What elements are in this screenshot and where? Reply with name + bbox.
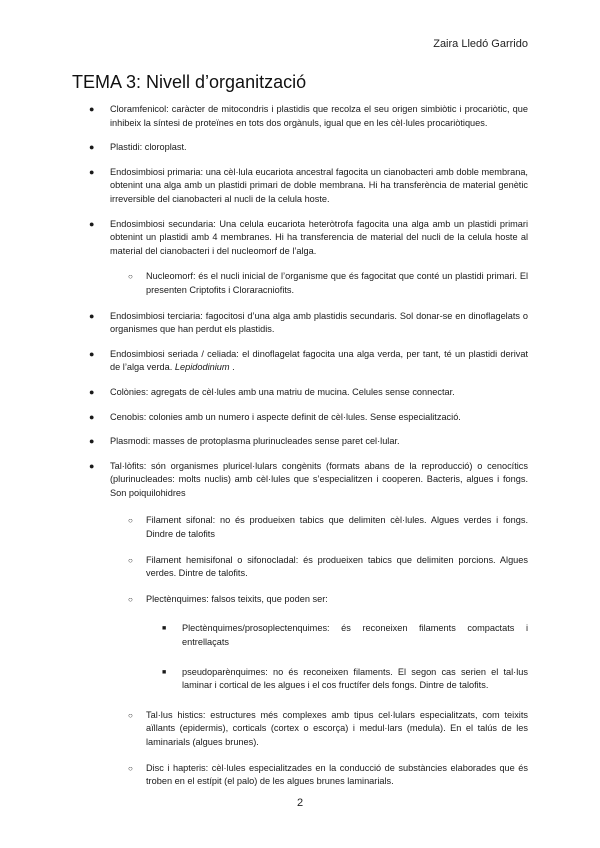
list-item	[72, 435, 528, 449]
item-text: colonies amb un numero i aspecte definit de cèl·lules. Sense especialització.	[146, 411, 461, 422]
bullet-icon: ●	[89, 166, 95, 177]
item-term: Disc i hapteris:	[146, 762, 209, 773]
item-term: Nucleomorf:	[146, 271, 196, 282]
item-term: Plasmodi:	[110, 436, 151, 447]
item-text: cèl·lules especialitzades en la conducció de substàncies elaborades que és troben en el estípit (el palo) de les algues brunes laminarials.	[146, 762, 529, 787]
list-item	[72, 709, 528, 750]
item-text: és el nucli inicial de l’organisme que és fagocitat que conté un plastidi primari. El presenten Criptofits i Cloraracniofits.	[146, 271, 528, 295]
item-term: Cenobis:	[110, 411, 147, 422]
list-item	[72, 348, 528, 375]
item-text: és produeixen tabics que delimiten porcions. Algues verdes. Dintre de talofits.	[146, 554, 528, 579]
item-text: caràcter de mitocondris i plastidis que recolza el seu origen simbiòtic i procariòtic, que inhibeix la síntesi de proteïnes en tots dos orgànuls, igual que en les cèl·lules procariòtiques.	[110, 104, 528, 128]
bullet-icon: ●	[89, 348, 95, 359]
list-item	[72, 762, 528, 789]
list-item	[72, 386, 528, 400]
list-item	[72, 270, 528, 297]
square-bullet-icon: ■	[162, 625, 167, 633]
list-item	[72, 310, 528, 337]
list-item	[72, 460, 528, 501]
item-text: fagocitosi d’una alga amb plastidis secundaris. Sol donar-se en dinoflagelats o organismes que han perdut els plastidis.	[110, 310, 528, 335]
list-item	[72, 554, 528, 581]
item-text: agregats de cèl·lules amb una matriu de mucina. Celules sense connectar.	[148, 386, 455, 397]
item-term: Filament sifonal:	[146, 515, 216, 526]
item-text: una cèl·lula eucariota ancestral fagocita un cianobacteri amb doble membrana, obtenint una alga amb un plastidi primari de doble membrana. Hi ha transferència de material genètic irreversible del cianobacteri al nucli de la celula hoste.	[110, 166, 528, 204]
item-text: és reconeixen filaments compactats i entrellaçats	[182, 623, 528, 648]
list-item	[72, 218, 528, 259]
bullet-icon: ●	[89, 310, 95, 321]
circle-bullet-icon: ○	[128, 710, 133, 720]
item-text-after: .	[229, 362, 235, 373]
item-term: Tal·lòfits:	[110, 460, 147, 471]
list-item	[72, 411, 528, 425]
list-item	[72, 622, 528, 649]
item-text: estructures més complexes amb tipus cel·lulars especialitzats, com teixits aïllants (epidermis), corticals (cortex o escorça) i medul·lars (medula). En el talús de les laminarials (algues brunes).	[146, 709, 528, 747]
item-term: Endosimbiosi seriada / celiada:	[110, 348, 239, 359]
item-text: són organismes pluricel·lulars congènits (formats abans de la reproducció) o cenocítics (plurinucleades: molts nuclis) amb cèl·lules que s’especialitzen i cooperen. Bacteris, algues i fongs. Son poiquilohidres	[110, 460, 528, 498]
list-item	[72, 166, 528, 207]
item-term: Tal·lus histics:	[146, 709, 206, 720]
circle-bullet-icon: ○	[128, 272, 133, 282]
item-term: Plastidi:	[110, 142, 143, 153]
item-text: falsos teixits, que poden ser:	[208, 593, 328, 604]
list-item	[72, 103, 528, 130]
item-text: cloroplast.	[142, 142, 187, 153]
author-name: Zaira Lledó Garrido	[433, 38, 528, 50]
item-text: masses de protoplasma plurinucleades sense paret cel·lular.	[150, 436, 400, 447]
circle-bullet-icon: ○	[128, 555, 133, 565]
bullet-icon: ●	[89, 386, 95, 397]
item-term: Endosimbiosi primaria:	[110, 166, 204, 177]
item-italic: Lepidodinium	[174, 362, 230, 373]
page-number: 2	[296, 797, 304, 809]
bullet-icon: ●	[89, 436, 95, 447]
item-text: el dinoflagelat fagocita una alga verda, per tant, té un plastidi derivat de l’alga verda.	[110, 348, 528, 373]
list-item	[72, 593, 528, 607]
circle-bullet-icon: ○	[128, 594, 133, 604]
document-body	[72, 103, 528, 789]
bullet-icon: ●	[89, 460, 95, 471]
item-term: Cloramfenicol:	[110, 104, 169, 114]
item-text: Una celula eucariota heteròtrofa fagocita una alga amb un plastidi primari obtenint un plastidi amb 4 membranes. Hi ha transferencia de material del nucli de la celula hoste al material del cianobacteri i del nucleomorf de l’alga.	[110, 218, 528, 256]
circle-bullet-icon: ○	[128, 516, 133, 526]
bullet-icon: ●	[89, 142, 95, 153]
item-term: Colònies:	[110, 386, 149, 397]
item-term: pseudoparènquimes:	[182, 666, 268, 677]
list-item	[72, 141, 528, 155]
item-text: no és reconeixen filaments. El segon cas serien el tal·lus laminar i cortical de les algues i el cos fructífer dels fongs. Dintre de talofits.	[182, 666, 528, 691]
item-term: Filament hemisifonal o sifonocladal:	[146, 554, 299, 565]
item-term: Endosimbiosi secundaria:	[110, 218, 216, 229]
item-term: Plectènquimes:	[146, 593, 209, 604]
bullet-icon: ●	[89, 411, 95, 422]
page-title: TEMA 3: Nivell d’organització	[72, 72, 307, 92]
square-bullet-icon: ■	[162, 668, 167, 676]
list-item	[72, 514, 528, 541]
item-term: Plectènquimes/prosoplectenquimes:	[182, 623, 330, 634]
item-text: no és produeixen tabics que delimiten cèl·lules. Algues verdes i fongs. Dindre de talofits	[146, 515, 528, 540]
circle-bullet-icon: ○	[128, 763, 133, 773]
list-item	[72, 666, 528, 693]
item-term: Endosimbiosi terciaria:	[110, 310, 203, 321]
bullet-icon: ●	[89, 218, 95, 229]
bullet-icon: ●	[89, 104, 95, 114]
